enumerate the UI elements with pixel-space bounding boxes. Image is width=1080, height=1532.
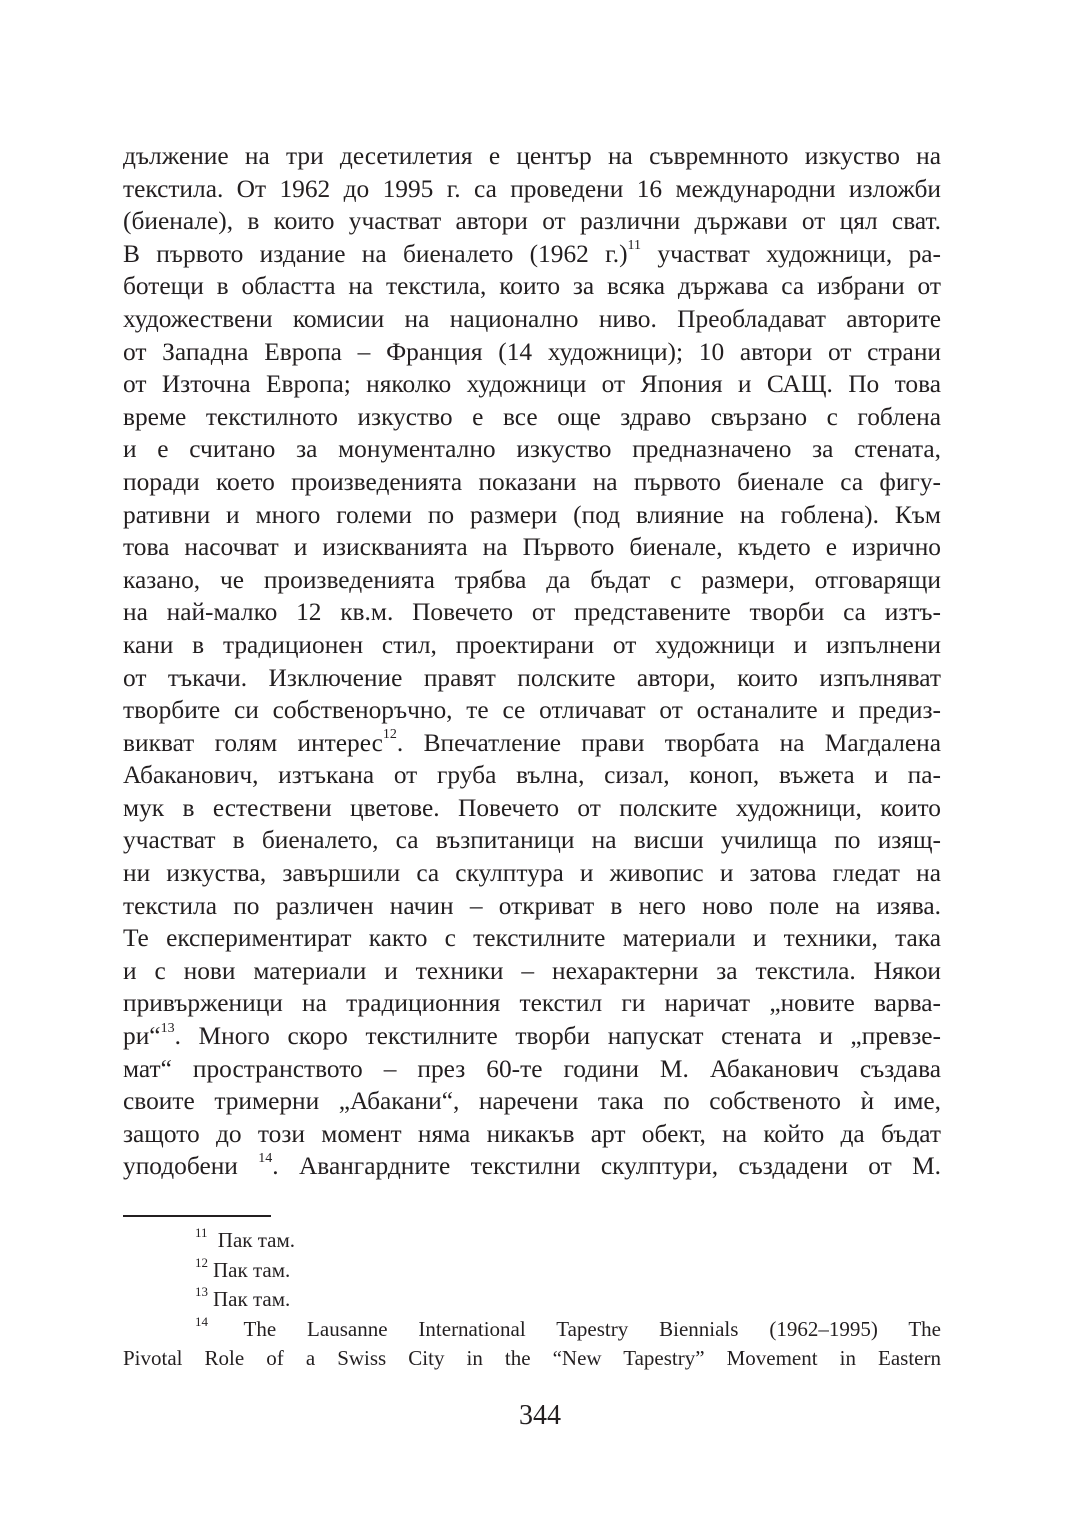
footnote-14 <box>123 1315 941 1345</box>
footnote-number: 12 <box>195 1254 208 1270</box>
footnote-number: 13 <box>195 1284 208 1299</box>
text-line: ни изкуства, завършили са скулптура и живопис и затова гледат на <box>123 859 941 888</box>
text-line: от Западна Европа – Франция (14 художници); 10 автори от страни <box>123 337 941 366</box>
footnote-ref-11[interactable]: 11 <box>627 238 642 254</box>
page-number: 344 <box>519 1400 561 1431</box>
text-line <box>123 238 941 271</box>
text-segment: участват художници, ра- <box>641 239 941 268</box>
text-line: казано, че произведенията трябва да бъдат с размери, отговарящи <box>123 565 941 594</box>
text-line: текстила по различен начин – откриват в него ново поле на изява. <box>123 891 941 920</box>
text-line: художествени комисии на национално ниво. Преобладават авторите <box>123 304 941 333</box>
text-segment: . Авангардните текстилни скулптури, създадени от М. <box>272 1152 941 1181</box>
text-line: Те експериментират както с текстилните материали и техники, така <box>123 924 941 953</box>
footnote-ref-13[interactable]: 13 <box>160 1020 175 1036</box>
footnote-ref-12[interactable]: 12 <box>382 727 397 743</box>
footnote-text: Пак там. <box>212 1228 296 1252</box>
text-line: мат“ пространството – през 60-те години М. Абаканович създава <box>123 1054 941 1083</box>
text-line: поради което произведенията показани на първото биенале са фигу- <box>123 467 941 496</box>
text-line: участват в биеналето, са възпитаници на висши училища по изящ- <box>123 826 941 855</box>
text-line: дължение на три десетилетия е център на съвремнното изкуство на <box>123 142 941 170</box>
footnote-text: The Lausanne International Tapestry Biennials (1962–1995) The <box>213 1316 941 1341</box>
text-segment: ри“ <box>123 1022 161 1051</box>
text-line: текстила. От 1962 до 1995 г. са проведени 16 международни изложби <box>123 174 941 203</box>
text-line: ботещи в областта на текстила, които за всяка държава са избрани от <box>123 272 941 301</box>
text-line: време текстилното изкуство е все още здраво свързано с гоблена <box>123 402 941 431</box>
text-line: Абаканович, изтъкана от груба вълна, сизал, коноп, въжета и па- <box>123 761 941 790</box>
text-line <box>123 727 941 760</box>
footnote-text: Пак там. <box>213 1287 291 1311</box>
text-line: от тъкачи. Изключение правят полските автори, които изпълняват <box>123 663 941 692</box>
text-line: (биенале), в които участват автори от различни държави от цял сват. <box>123 207 941 236</box>
text-line: своите тримерни „Абакани“, наречени така по собственото ѝ име, <box>123 1087 941 1116</box>
text-segment: викват голям интерес <box>123 728 383 757</box>
footnote-11 <box>123 1226 941 1256</box>
text-line: от Източна Европа; няколко художници от Япония и САЩ. По това <box>123 370 941 399</box>
text-segment: уподобени <box>123 1152 259 1181</box>
text-line: на най-малко 12 кв.м. Повечето от представените творби са изтъ- <box>123 598 941 627</box>
text-line: защото до този момент няма никакъв арт обект, на който да бъдат <box>123 1119 941 1148</box>
text-segment: . Впечатление прави творбата на Магдалена <box>396 728 941 757</box>
footnote-12 <box>123 1256 941 1286</box>
text-line <box>123 1020 941 1053</box>
text-segment: В първото издание на биеналето (1962 г.) <box>123 239 628 268</box>
text-line: кани в традиционен стил, проектирани от художници и изпълнени <box>123 630 941 659</box>
footnote-text: Пак там. <box>213 1257 291 1282</box>
main-text <box>123 140 941 1183</box>
footnotes <box>123 1226 941 1374</box>
footnote-13 <box>123 1285 941 1315</box>
text-line: ративни и много големи по размери (под влияние на гоблена). Към <box>123 500 941 529</box>
footnote-ref-14[interactable]: 14 <box>258 1150 273 1166</box>
text-line <box>123 1150 941 1183</box>
footnote-14-continued: Pivotal Role of a Swiss City in the “New Tapestry” Movement in Eastern <box>123 1346 941 1370</box>
text-line: привърженици на традиционния текстил ги наричат „новите варва- <box>123 989 941 1018</box>
text-line: това насочват и изискванията на Първото биенале, където е изрично <box>123 533 941 562</box>
footnote-number: 14 <box>195 1313 208 1329</box>
footnote-separator <box>123 1215 271 1217</box>
text-line: и с нови материали и техники – нехарактерни за текстила. Някои <box>123 956 941 985</box>
text-line: и е считано за монументално изкуство предназначено за стената, <box>123 435 941 464</box>
text-segment: . Много скоро текстилните творби напускат стената и „превзе- <box>174 1022 941 1051</box>
text-line: мук в естествени цветове. Повечето от полските художници, които <box>123 793 941 822</box>
footnote-number: 11 <box>195 1225 208 1240</box>
text-line: творбите си собственоръчно, те се отличават от останалите и предиз- <box>123 696 941 725</box>
